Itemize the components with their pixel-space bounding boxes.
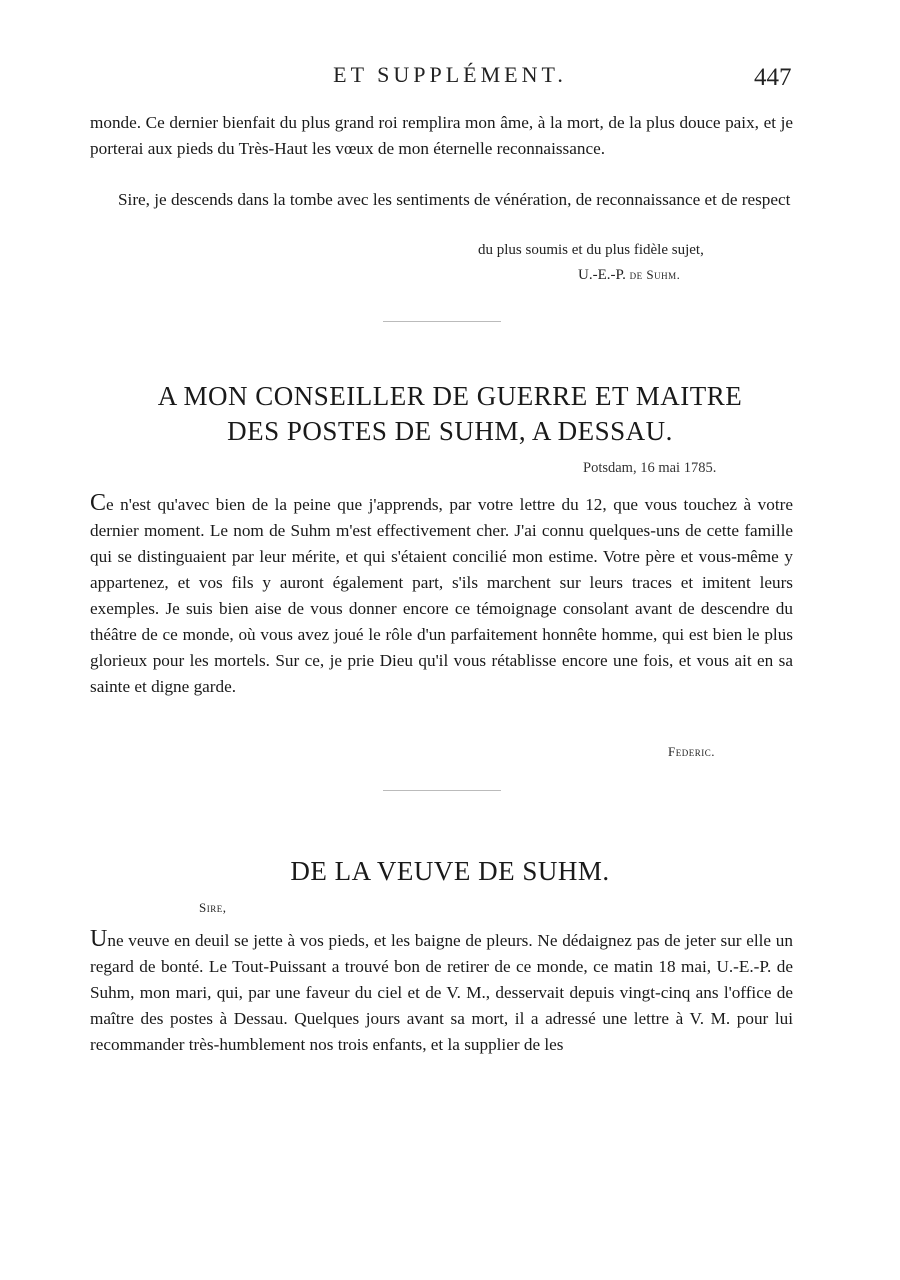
letter1-paragraph1-block [90, 110, 793, 162]
letter2-dateline: Potsdam, 16 mai 1785. [583, 460, 717, 476]
letter3-salutation-text: Sire, [199, 900, 227, 915]
letter2-body-block [90, 492, 793, 700]
letter2-signature [668, 744, 715, 761]
section-divider [383, 790, 501, 791]
letter2-heading-line1: A MON CONSEILLER DE GUERRE ET MAITRE [157, 381, 743, 411]
letter1-signature-initials: U.-E.-P. [578, 267, 626, 283]
letter1-paragraph2-block [90, 187, 793, 213]
letter1-signature-name: de Suhm. [629, 267, 681, 282]
letter1-closing: du plus soumis et du plus fidèle sujet, [478, 242, 704, 258]
letter2-heading [0, 379, 900, 449]
running-head: ET SUPPLÉMENT. [333, 62, 567, 87]
letter3-dropcap: U [90, 926, 108, 952]
section-divider [383, 321, 501, 322]
letter2-heading-line2: DES POSTES DE SUHM, A DESSAU. [227, 416, 673, 446]
letter1-paragraph1: monde. Ce dernier bienfait du plus grand roi remplira mon âme, à la mort, de la plus douce paix, et je porterai aux pieds du Très-Haut les vœux de mon éternelle reconnaissance. [90, 113, 793, 158]
letter3-heading: DE LA VEUVE DE SUHM. [290, 856, 610, 886]
letter2-signature-name: Federic. [668, 744, 715, 759]
page-number: 447 [754, 64, 792, 91]
letter1-paragraph2: Sire, je descends dans la tombe avec les sentiments de vénération, de reconnaissance et de respect [118, 190, 791, 209]
letter3-body [90, 928, 793, 1058]
letter3-body-block [90, 928, 793, 1058]
letter3-salutation [199, 900, 226, 917]
letter2-body-text: e n'est qu'avec bien de la peine que j'apprends, par votre lettre du 12, que vous touchez à votre dernier moment. Le nom de Suhm m'est effectivement cher. J'ai connu quelques-uns de cette famille qui se distinguaient par leur mérite, et qui s'étaient concilié mon estime. Votre père et vous-même y appartenez, et vos fils y auront également part, s'ils marchent sur leurs traces et imitent leurs exemples. Je suis bien aise de vous donner encore ce témoignage consolant avant de descendre du théâtre de ce monde, où vous avez joué le rôle d'un parfaitement honnête homme, qui est bien le plus glorieux pour les mortels. Sur ce, je prie Dieu qu'il vous rétablisse encore une fois, et vous ait en sa sainte et digne garde. [90, 495, 793, 696]
letter2-dropcap: C [90, 490, 107, 516]
letter1-signature [578, 267, 680, 284]
letter2-body [90, 492, 793, 700]
letter3-body-text: ne veuve en deuil se jette à vos pieds, et les baigne de pleurs. Ne dédaignez pas de jeter sur elle un regard de bonté. Le Tout-Puissant a trouvé bon de retirer de ce monde, ce matin 18 mai, U.-E.-P. de Suhm, mon mari, qui, par une faveur du ciel et de V. M., desservait depuis vingt-cinq ans l'office de maître des postes à Dessau. Quelques jours avant sa mort, il a adressé une lettre à V. M. pour lui recommander très-humblement nos trois enfants, et la supplier de les [90, 931, 793, 1054]
